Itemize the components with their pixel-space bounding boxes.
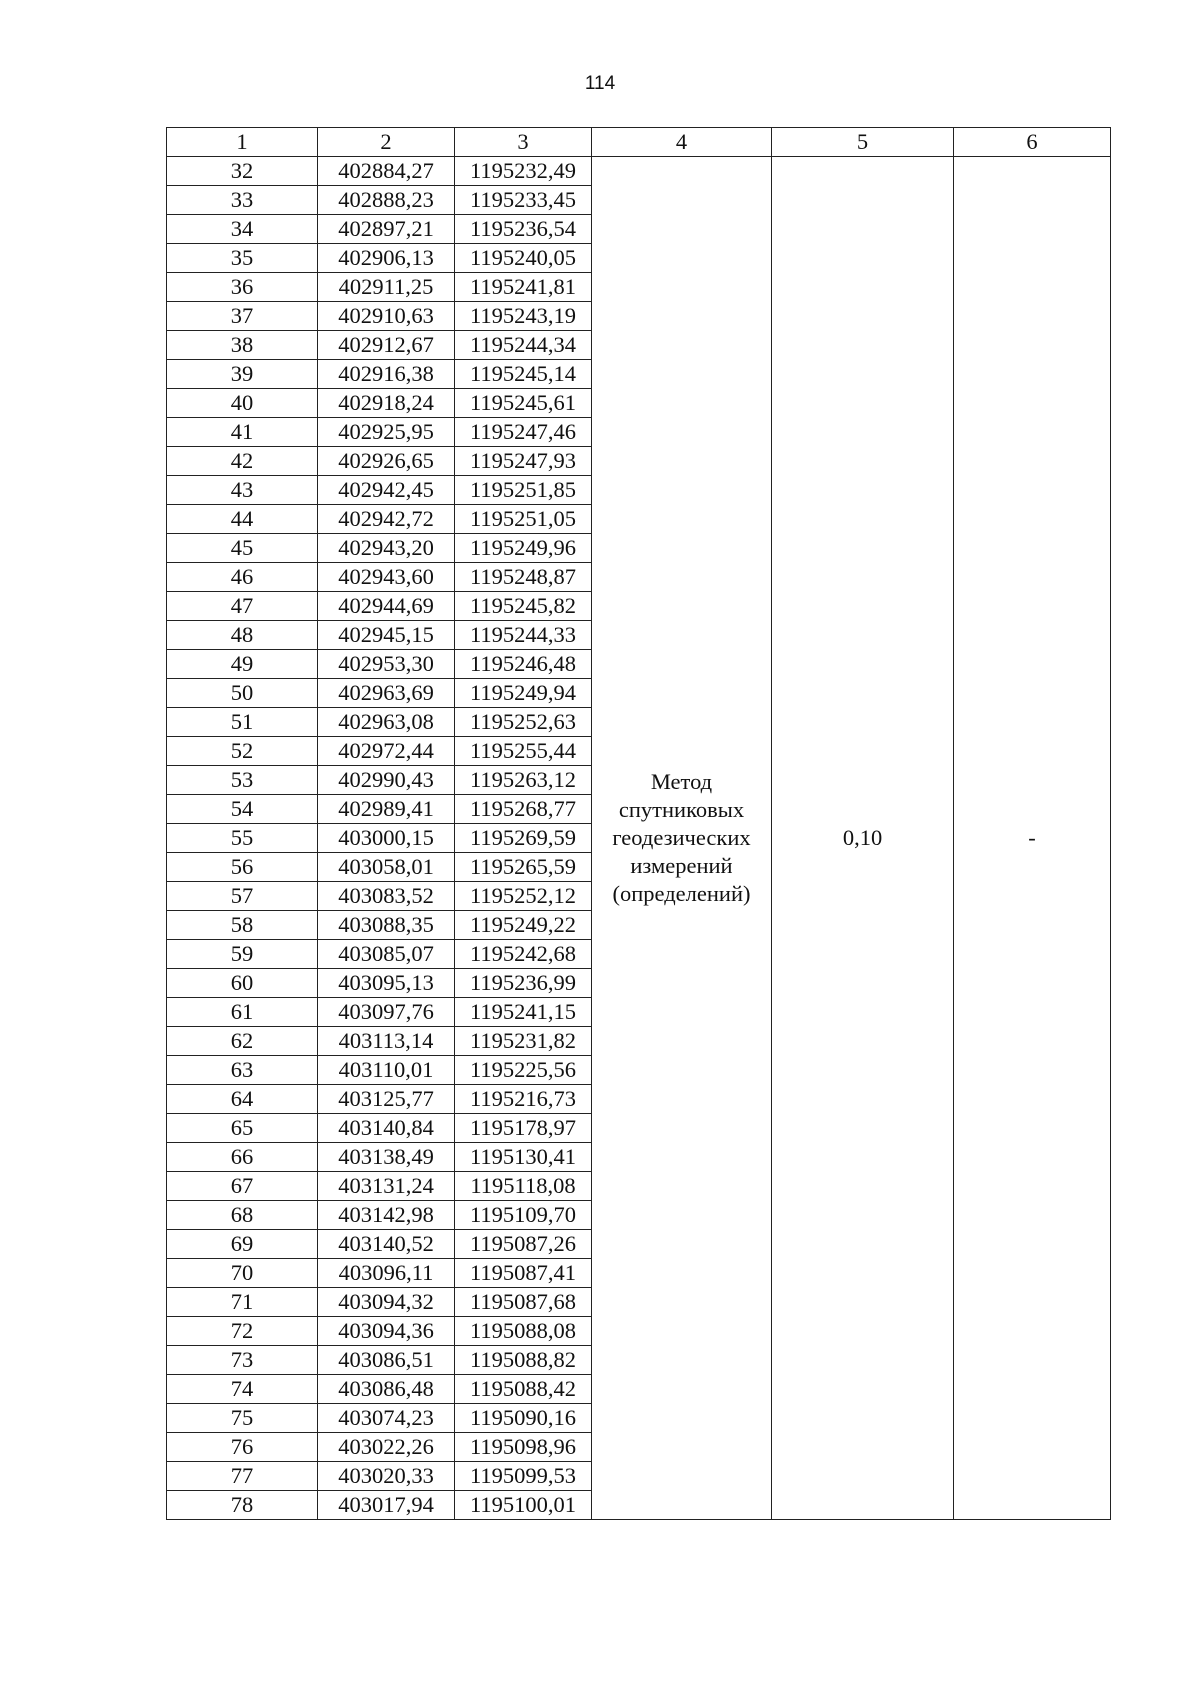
point-number-cell: 54 — [167, 795, 318, 824]
point-number-cell: 33 — [167, 186, 318, 215]
point-number-cell: 55 — [167, 824, 318, 853]
point-number-cell: 42 — [167, 447, 318, 476]
column-header-6: 6 — [954, 128, 1111, 157]
x-coordinate-cell: 403022,26 — [318, 1433, 455, 1462]
table-header-row — [167, 128, 1111, 157]
y-coordinate-cell: 1195244,33 — [455, 621, 592, 650]
x-coordinate-cell: 402926,65 — [318, 447, 455, 476]
x-coordinate-cell: 403074,23 — [318, 1404, 455, 1433]
x-coordinate-cell: 402884,27 — [318, 157, 455, 186]
point-number-cell: 56 — [167, 853, 318, 882]
point-number-cell: 60 — [167, 969, 318, 998]
y-coordinate-cell: 1195100,01 — [455, 1491, 592, 1520]
y-coordinate-cell: 1195216,73 — [455, 1085, 592, 1114]
point-number-cell: 72 — [167, 1317, 318, 1346]
point-number-cell: 51 — [167, 708, 318, 737]
point-number-cell: 37 — [167, 302, 318, 331]
point-number-cell: 38 — [167, 331, 318, 360]
point-number-cell: 43 — [167, 476, 318, 505]
x-coordinate-cell: 402943,60 — [318, 563, 455, 592]
point-number-cell: 59 — [167, 940, 318, 969]
column-header-5: 5 — [772, 128, 954, 157]
x-coordinate-cell: 403131,24 — [318, 1172, 455, 1201]
y-coordinate-cell: 1195236,99 — [455, 969, 592, 998]
x-coordinate-cell: 403142,98 — [318, 1201, 455, 1230]
x-coordinate-cell: 402912,67 — [318, 331, 455, 360]
y-coordinate-cell: 1195255,44 — [455, 737, 592, 766]
x-coordinate-cell: 403138,49 — [318, 1143, 455, 1172]
x-coordinate-cell: 403095,13 — [318, 969, 455, 998]
y-coordinate-cell: 1195263,12 — [455, 766, 592, 795]
column-header-2: 2 — [318, 128, 455, 157]
x-coordinate-cell: 402963,69 — [318, 679, 455, 708]
y-coordinate-cell: 1195249,22 — [455, 911, 592, 940]
x-coordinate-cell: 403096,11 — [318, 1259, 455, 1288]
y-coordinate-cell: 1195178,97 — [455, 1114, 592, 1143]
page-number: 114 — [584, 73, 616, 94]
column-header-3: 3 — [455, 128, 592, 157]
y-coordinate-cell: 1195241,81 — [455, 273, 592, 302]
x-coordinate-cell: 402916,38 — [318, 360, 455, 389]
point-number-cell: 71 — [167, 1288, 318, 1317]
table-row — [167, 157, 1111, 186]
point-number-cell: 74 — [167, 1375, 318, 1404]
point-number-cell: 69 — [167, 1230, 318, 1259]
point-number-cell: 65 — [167, 1114, 318, 1143]
x-coordinate-cell: 403083,52 — [318, 882, 455, 911]
x-coordinate-cell: 402943,20 — [318, 534, 455, 563]
x-coordinate-cell: 403140,84 — [318, 1114, 455, 1143]
point-number-cell: 70 — [167, 1259, 318, 1288]
y-coordinate-cell: 1195251,85 — [455, 476, 592, 505]
x-coordinate-cell: 402897,21 — [318, 215, 455, 244]
x-coordinate-cell: 402918,24 — [318, 389, 455, 418]
y-coordinate-cell: 1195245,14 — [455, 360, 592, 389]
x-coordinate-cell: 403086,51 — [318, 1346, 455, 1375]
x-coordinate-cell: 402906,13 — [318, 244, 455, 273]
y-coordinate-cell: 1195241,15 — [455, 998, 592, 1027]
y-coordinate-cell: 1195265,59 — [455, 853, 592, 882]
point-number-cell: 75 — [167, 1404, 318, 1433]
y-coordinate-cell: 1195243,19 — [455, 302, 592, 331]
y-coordinate-cell: 1195247,46 — [455, 418, 592, 447]
point-number-cell: 47 — [167, 592, 318, 621]
x-coordinate-cell: 403058,01 — [318, 853, 455, 882]
table-body — [167, 157, 1111, 1520]
x-coordinate-cell: 403140,52 — [318, 1230, 455, 1259]
point-number-cell: 76 — [167, 1433, 318, 1462]
point-number-cell: 64 — [167, 1085, 318, 1114]
point-number-cell: 44 — [167, 505, 318, 534]
point-number-cell: 58 — [167, 911, 318, 940]
point-number-cell: 49 — [167, 650, 318, 679]
point-number-cell: 48 — [167, 621, 318, 650]
y-coordinate-cell: 1195249,94 — [455, 679, 592, 708]
y-coordinate-cell: 1195245,61 — [455, 389, 592, 418]
y-coordinate-cell: 1195268,77 — [455, 795, 592, 824]
x-coordinate-cell: 403020,33 — [318, 1462, 455, 1491]
x-coordinate-cell: 402925,95 — [318, 418, 455, 447]
y-coordinate-cell: 1195099,53 — [455, 1462, 592, 1491]
x-coordinate-cell: 403085,07 — [318, 940, 455, 969]
x-coordinate-cell: 403086,48 — [318, 1375, 455, 1404]
x-coordinate-cell: 403097,76 — [318, 998, 455, 1027]
x-coordinate-cell: 402910,63 — [318, 302, 455, 331]
y-coordinate-cell: 1195248,87 — [455, 563, 592, 592]
x-coordinate-cell: 403094,32 — [318, 1288, 455, 1317]
method-text-line: измерений — [630, 853, 733, 878]
point-number-cell: 45 — [167, 534, 318, 563]
y-coordinate-cell: 1195130,41 — [455, 1143, 592, 1172]
y-coordinate-cell: 1195252,63 — [455, 708, 592, 737]
y-coordinate-cell: 1195247,93 — [455, 447, 592, 476]
point-number-cell: 73 — [167, 1346, 318, 1375]
x-coordinate-cell: 402953,30 — [318, 650, 455, 679]
x-coordinate-cell: 403110,01 — [318, 1056, 455, 1085]
point-number-cell: 66 — [167, 1143, 318, 1172]
point-number-cell: 40 — [167, 389, 318, 418]
point-number-cell: 34 — [167, 215, 318, 244]
y-coordinate-cell: 1195087,68 — [455, 1288, 592, 1317]
y-coordinate-cell: 1195249,96 — [455, 534, 592, 563]
x-coordinate-cell: 402911,25 — [318, 273, 455, 302]
point-number-cell: 52 — [167, 737, 318, 766]
x-coordinate-cell: 403088,35 — [318, 911, 455, 940]
x-coordinate-cell: 402990,43 — [318, 766, 455, 795]
point-number-cell: 77 — [167, 1462, 318, 1491]
column6-cell: - — [954, 157, 1111, 1520]
point-number-cell: 67 — [167, 1172, 318, 1201]
method-text-line: спутниковых — [618, 797, 745, 822]
column-header-1: 1 — [167, 128, 318, 157]
y-coordinate-cell: 1195087,26 — [455, 1230, 592, 1259]
coordinates-table — [166, 127, 1111, 1520]
method-text-line: Метод — [650, 769, 713, 794]
point-number-cell: 62 — [167, 1027, 318, 1056]
y-coordinate-cell: 1195246,48 — [455, 650, 592, 679]
point-number-cell: 63 — [167, 1056, 318, 1085]
point-number-cell: 39 — [167, 360, 318, 389]
point-number-cell: 57 — [167, 882, 318, 911]
x-coordinate-cell: 402989,41 — [318, 795, 455, 824]
y-coordinate-cell: 1195225,56 — [455, 1056, 592, 1085]
y-coordinate-cell: 1195088,82 — [455, 1346, 592, 1375]
y-coordinate-cell: 1195118,08 — [455, 1172, 592, 1201]
x-coordinate-cell: 402942,45 — [318, 476, 455, 505]
point-number-cell: 46 — [167, 563, 318, 592]
y-coordinate-cell: 1195242,68 — [455, 940, 592, 969]
y-coordinate-cell: 1195251,05 — [455, 505, 592, 534]
y-coordinate-cell: 1195233,45 — [455, 186, 592, 215]
point-number-cell: 53 — [167, 766, 318, 795]
x-coordinate-cell: 402942,72 — [318, 505, 455, 534]
y-coordinate-cell: 1195232,49 — [455, 157, 592, 186]
point-number-cell: 78 — [167, 1491, 318, 1520]
y-coordinate-cell: 1195244,34 — [455, 331, 592, 360]
x-coordinate-cell: 402972,44 — [318, 737, 455, 766]
column-header-4: 4 — [592, 128, 772, 157]
method-text-line: геодезических — [612, 825, 751, 850]
y-coordinate-cell: 1195252,12 — [455, 882, 592, 911]
point-number-cell: 32 — [167, 157, 318, 186]
point-number-cell: 61 — [167, 998, 318, 1027]
point-number-cell: 50 — [167, 679, 318, 708]
x-coordinate-cell: 402944,69 — [318, 592, 455, 621]
x-coordinate-cell: 403000,15 — [318, 824, 455, 853]
x-coordinate-cell: 403125,77 — [318, 1085, 455, 1114]
x-coordinate-cell: 403017,94 — [318, 1491, 455, 1520]
x-coordinate-cell: 402963,08 — [318, 708, 455, 737]
y-coordinate-cell: 1195098,96 — [455, 1433, 592, 1462]
y-coordinate-cell: 1195245,82 — [455, 592, 592, 621]
x-coordinate-cell: 403113,14 — [318, 1027, 455, 1056]
y-coordinate-cell: 1195090,16 — [455, 1404, 592, 1433]
point-number-cell: 68 — [167, 1201, 318, 1230]
y-coordinate-cell: 1195088,08 — [455, 1317, 592, 1346]
x-coordinate-cell: 403094,36 — [318, 1317, 455, 1346]
x-coordinate-cell: 402945,15 — [318, 621, 455, 650]
point-number-cell: 35 — [167, 244, 318, 273]
y-coordinate-cell: 1195087,41 — [455, 1259, 592, 1288]
y-coordinate-cell: 1195240,05 — [455, 244, 592, 273]
x-coordinate-cell: 402888,23 — [318, 186, 455, 215]
method-text-line: (определений) — [612, 881, 751, 906]
point-number-cell: 36 — [167, 273, 318, 302]
y-coordinate-cell: 1195088,42 — [455, 1375, 592, 1404]
accuracy-cell: 0,10 — [772, 157, 954, 1520]
y-coordinate-cell: 1195231,82 — [455, 1027, 592, 1056]
y-coordinate-cell: 1195109,70 — [455, 1201, 592, 1230]
point-number-cell: 41 — [167, 418, 318, 447]
method-cell — [592, 157, 772, 1520]
y-coordinate-cell: 1195236,54 — [455, 215, 592, 244]
y-coordinate-cell: 1195269,59 — [455, 824, 592, 853]
